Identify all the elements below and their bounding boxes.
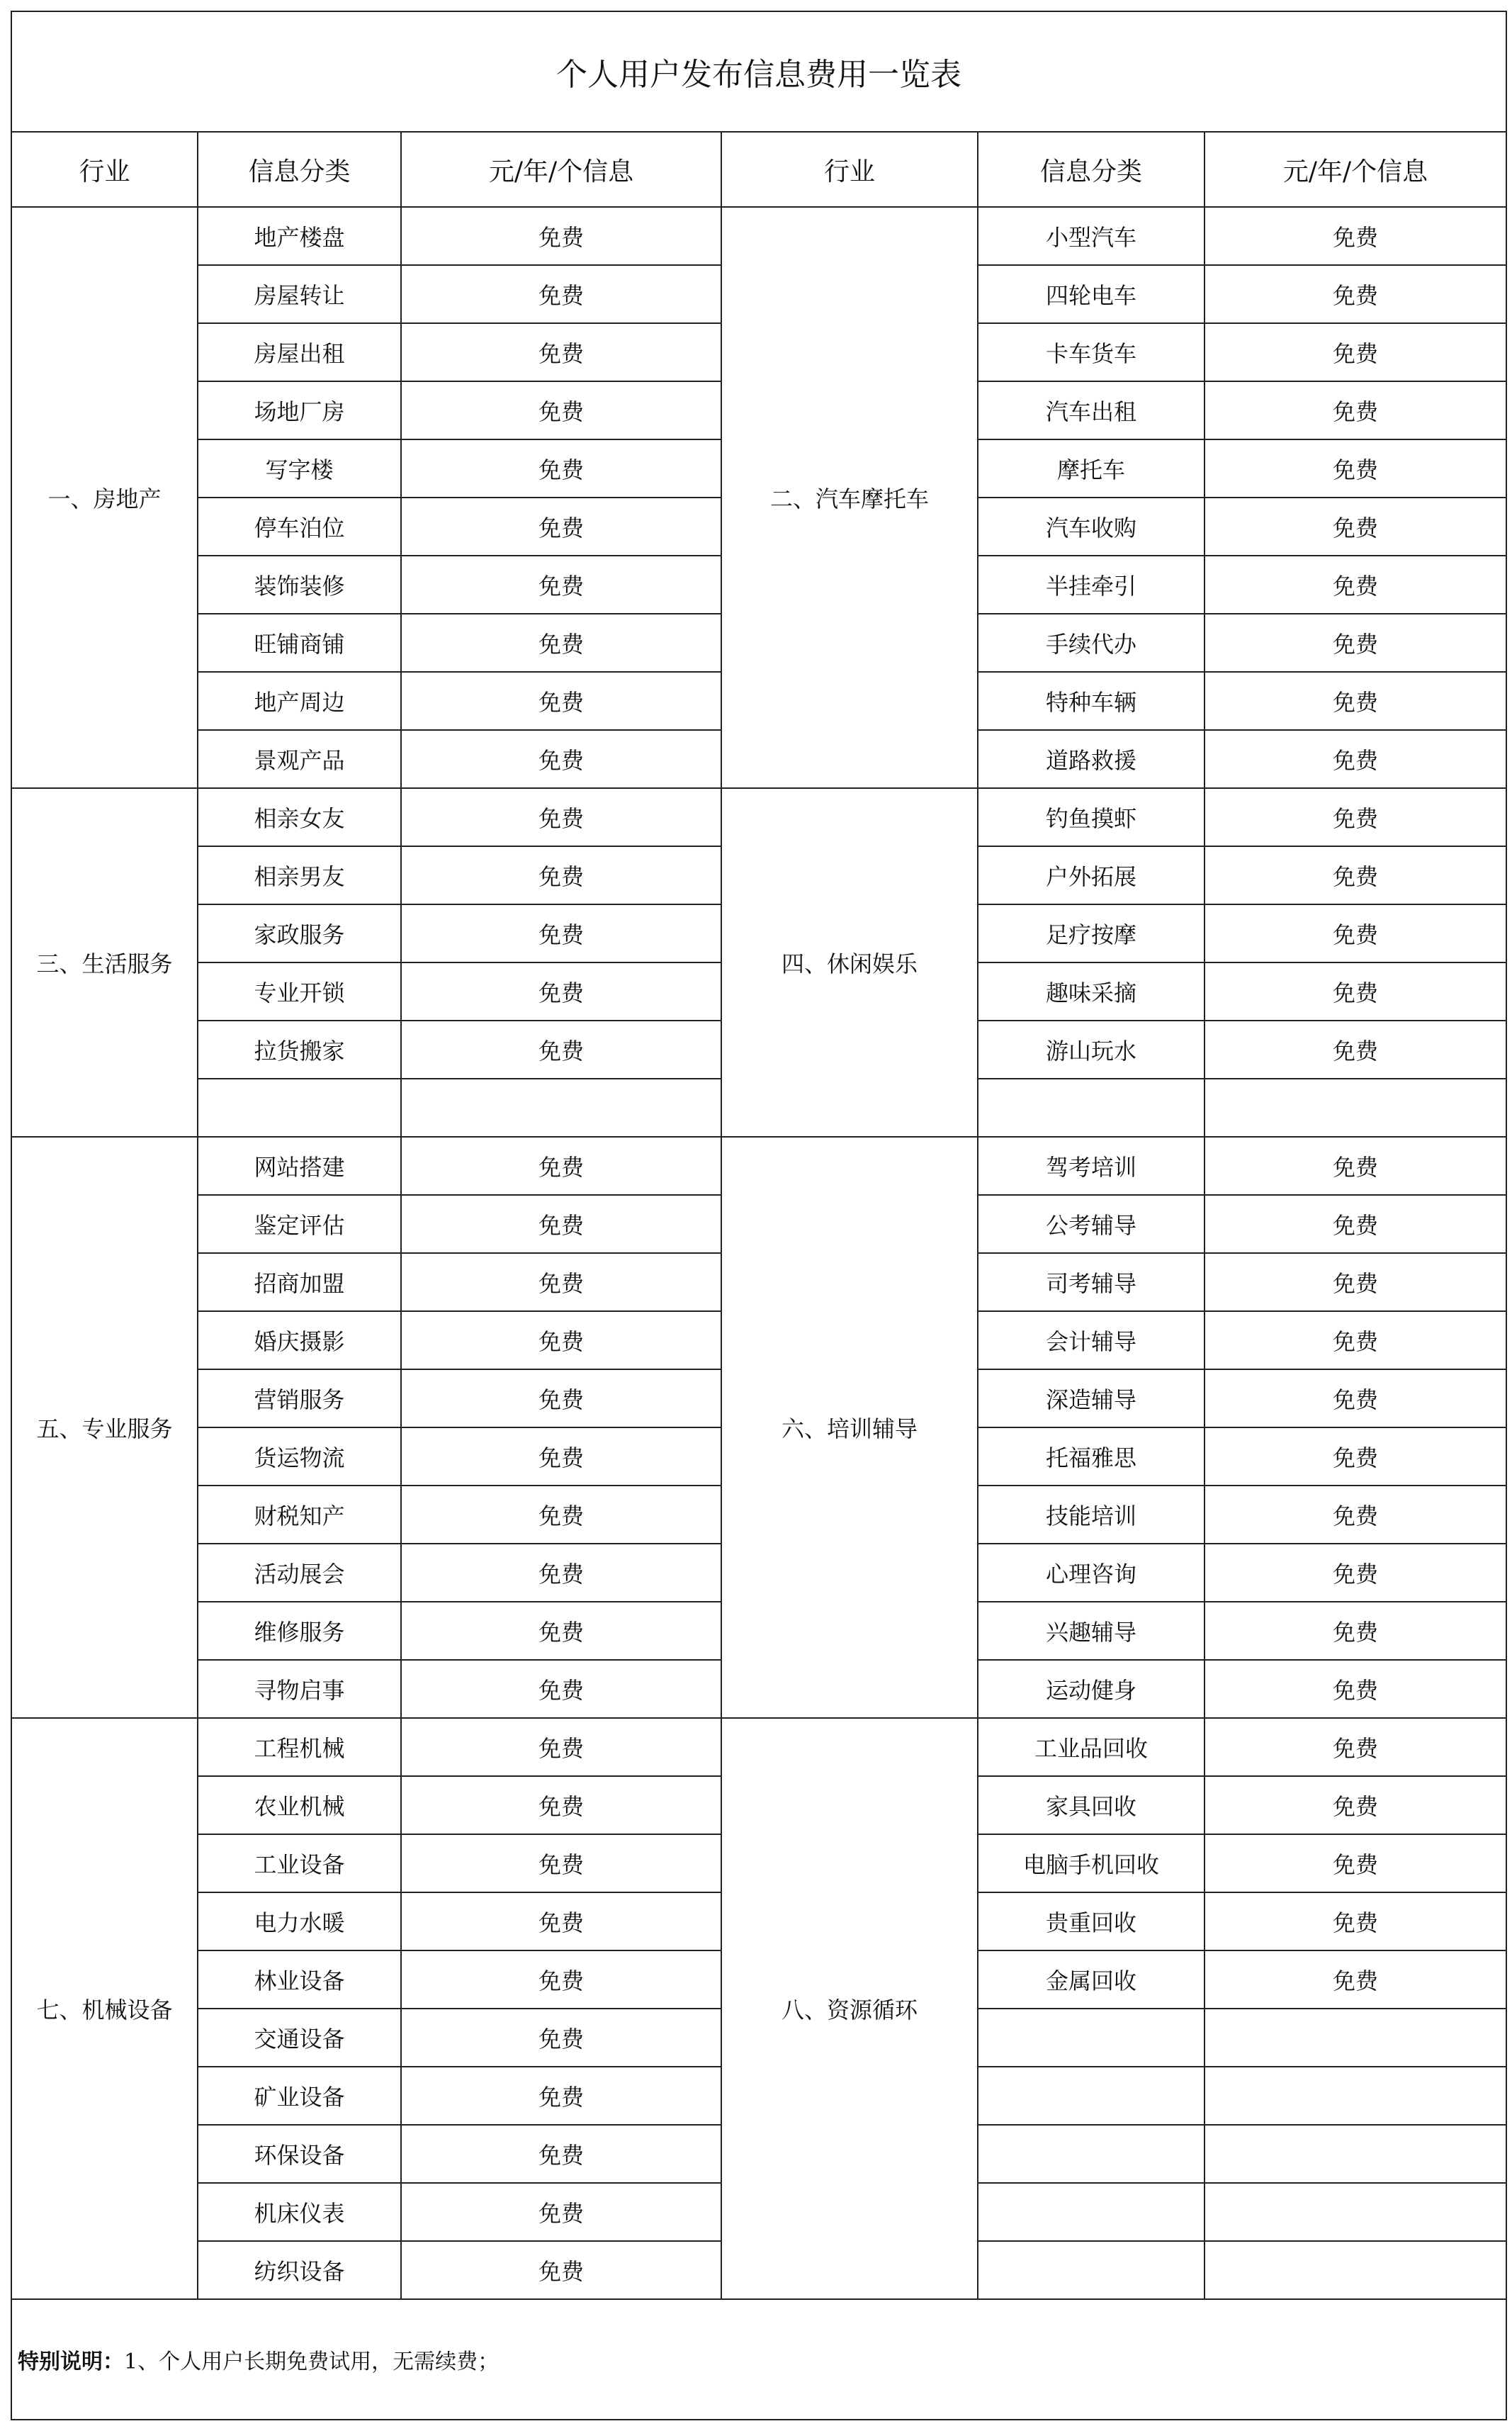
price-cell: 免费 <box>1204 1834 1506 1892</box>
header-price-left: 元/年/个信息 <box>401 132 721 207</box>
header-industry-right: 行业 <box>721 132 978 207</box>
price-cell: 免费 <box>1204 1195 1506 1253</box>
table-row <box>11 1137 1506 1195</box>
category-cell: 电脑手机回收 <box>978 1834 1204 1892</box>
category-cell: 家具回收 <box>978 1776 1204 1834</box>
price-cell: 免费 <box>401 1486 721 1544</box>
header-category-right: 信息分类 <box>978 132 1204 207</box>
table-row <box>11 207 1506 265</box>
category-cell: 运动健身 <box>978 1660 1204 1718</box>
price-cell <box>1204 2009 1506 2067</box>
table-body <box>11 207 1506 2299</box>
category-cell: 拉货搬家 <box>198 1021 401 1079</box>
price-cell: 免费 <box>1204 730 1506 788</box>
category-cell: 公考辅导 <box>978 1195 1204 1253</box>
category-cell: 足疗按摩 <box>978 904 1204 962</box>
price-cell: 免费 <box>401 1776 721 1834</box>
price-cell: 免费 <box>401 323 721 381</box>
category-cell: 驾考培训 <box>978 1137 1204 1195</box>
price-cell: 免费 <box>401 1892 721 1950</box>
price-cell: 免费 <box>401 2009 721 2067</box>
category-cell: 会计辅导 <box>978 1311 1204 1369</box>
price-cell: 免费 <box>1204 1137 1506 1195</box>
category-cell: 游山玩水 <box>978 1021 1204 1079</box>
category-cell: 交通设备 <box>198 2009 401 2067</box>
price-cell: 免费 <box>401 1369 721 1427</box>
category-cell: 活动展会 <box>198 1544 401 1602</box>
price-cell <box>1204 2125 1506 2183</box>
header-category-left: 信息分类 <box>198 132 401 207</box>
price-cell: 免费 <box>401 1137 721 1195</box>
category-cell <box>978 1079 1204 1137</box>
price-cell: 免费 <box>1204 1486 1506 1544</box>
table-row <box>11 788 1506 846</box>
industry-cell: 八、资源循环 <box>721 1718 978 2299</box>
table-title: 个人用户发布信息费用一览表 <box>11 11 1506 132</box>
category-cell: 摩托车 <box>978 439 1204 498</box>
price-cell: 免费 <box>1204 207 1506 265</box>
category-cell: 专业开锁 <box>198 962 401 1021</box>
price-cell: 免费 <box>1204 1311 1506 1369</box>
price-cell <box>1204 2183 1506 2241</box>
category-cell <box>978 2125 1204 2183</box>
price-cell <box>1204 1079 1506 1137</box>
price-cell: 免费 <box>401 439 721 498</box>
price-cell: 免费 <box>1204 614 1506 672</box>
category-cell: 维修服务 <box>198 1602 401 1660</box>
price-cell: 免费 <box>401 1195 721 1253</box>
fee-table <box>11 11 1507 2420</box>
industry-cell: 四、休闲娱乐 <box>721 788 978 1137</box>
price-cell: 免费 <box>1204 381 1506 439</box>
category-cell: 营销服务 <box>198 1369 401 1427</box>
price-cell: 免费 <box>1204 672 1506 730</box>
category-cell: 鉴定评估 <box>198 1195 401 1253</box>
price-cell: 免费 <box>401 1718 721 1776</box>
category-cell: 相亲男友 <box>198 846 401 904</box>
price-cell: 免费 <box>1204 1776 1506 1834</box>
category-cell: 寻物启事 <box>198 1660 401 1718</box>
category-cell: 趣味采摘 <box>978 962 1204 1021</box>
price-cell: 免费 <box>401 1834 721 1892</box>
price-cell <box>1204 2067 1506 2125</box>
price-cell: 免费 <box>401 498 721 556</box>
category-cell: 景观产品 <box>198 730 401 788</box>
category-cell: 特种车辆 <box>978 672 1204 730</box>
category-cell: 电力水暖 <box>198 1892 401 1950</box>
category-cell: 贵重回收 <box>978 1892 1204 1950</box>
category-cell: 招商加盟 <box>198 1253 401 1311</box>
category-cell: 托福雅思 <box>978 1427 1204 1486</box>
category-cell: 深造辅导 <box>978 1369 1204 1427</box>
price-cell: 免费 <box>401 265 721 323</box>
price-cell: 免费 <box>1204 1253 1506 1311</box>
category-cell: 道路救援 <box>978 730 1204 788</box>
price-cell: 免费 <box>1204 556 1506 614</box>
category-cell: 卡车货车 <box>978 323 1204 381</box>
category-cell: 心理咨询 <box>978 1544 1204 1602</box>
category-cell: 地产周边 <box>198 672 401 730</box>
price-cell: 免费 <box>401 1427 721 1486</box>
price-cell: 免费 <box>401 904 721 962</box>
price-cell <box>1204 2241 1506 2299</box>
price-cell: 免费 <box>401 730 721 788</box>
category-cell: 工业设备 <box>198 1834 401 1892</box>
industry-cell: 六、培训辅导 <box>721 1137 978 1718</box>
category-cell: 工业品回收 <box>978 1718 1204 1776</box>
table-row <box>11 1718 1506 1776</box>
category-cell: 装饰装修 <box>198 556 401 614</box>
category-cell: 金属回收 <box>978 1950 1204 2009</box>
category-cell: 网站搭建 <box>198 1137 401 1195</box>
industry-cell: 七、机械设备 <box>11 1718 198 2299</box>
industry-cell: 一、房地产 <box>11 207 198 788</box>
category-cell: 矿业设备 <box>198 2067 401 2125</box>
category-cell: 户外拓展 <box>978 846 1204 904</box>
price-cell: 免费 <box>1204 498 1506 556</box>
category-cell: 司考辅导 <box>978 1253 1204 1311</box>
price-cell: 免费 <box>401 1950 721 2009</box>
price-cell: 免费 <box>401 556 721 614</box>
category-cell: 地产楼盘 <box>198 207 401 265</box>
category-cell: 工程机械 <box>198 1718 401 1776</box>
category-cell: 农业机械 <box>198 1776 401 1834</box>
category-cell <box>978 2067 1204 2125</box>
price-cell: 免费 <box>1204 1427 1506 1486</box>
price-cell: 免费 <box>1204 439 1506 498</box>
category-cell: 技能培训 <box>978 1486 1204 1544</box>
category-cell: 林业设备 <box>198 1950 401 2009</box>
price-cell: 免费 <box>1204 1602 1506 1660</box>
category-cell: 小型汽车 <box>978 207 1204 265</box>
category-cell: 场地厂房 <box>198 381 401 439</box>
price-cell: 免费 <box>1204 788 1506 846</box>
price-cell <box>401 1079 721 1137</box>
price-cell: 免费 <box>1204 265 1506 323</box>
category-cell: 汽车收购 <box>978 498 1204 556</box>
price-cell: 免费 <box>401 1021 721 1079</box>
note-label: 特别说明： <box>18 2349 124 2374</box>
price-cell: 免费 <box>1204 1021 1506 1079</box>
category-cell: 手续代办 <box>978 614 1204 672</box>
price-cell: 免费 <box>401 672 721 730</box>
price-cell: 免费 <box>1204 1892 1506 1950</box>
price-cell: 免费 <box>401 788 721 846</box>
category-cell: 货运物流 <box>198 1427 401 1486</box>
category-cell: 相亲女友 <box>198 788 401 846</box>
price-cell: 免费 <box>1204 962 1506 1021</box>
industry-cell: 五、专业服务 <box>11 1137 198 1718</box>
price-cell: 免费 <box>401 1544 721 1602</box>
price-cell: 免费 <box>401 1602 721 1660</box>
header-industry-left: 行业 <box>11 132 198 207</box>
price-cell: 免费 <box>1204 1660 1506 1718</box>
price-cell: 免费 <box>401 1660 721 1718</box>
fee-sheet <box>11 11 1506 2419</box>
price-cell: 免费 <box>1204 1369 1506 1427</box>
price-cell: 免费 <box>401 2241 721 2299</box>
price-cell: 免费 <box>1204 1544 1506 1602</box>
price-cell: 免费 <box>401 381 721 439</box>
price-cell: 免费 <box>1204 1950 1506 2009</box>
category-cell: 兴趣辅导 <box>978 1602 1204 1660</box>
price-cell: 免费 <box>401 207 721 265</box>
price-cell: 免费 <box>401 2125 721 2183</box>
price-cell: 免费 <box>401 2183 721 2241</box>
category-cell: 半挂牵引 <box>978 556 1204 614</box>
category-cell <box>978 2009 1204 2067</box>
header-price-right: 元/年/个信息 <box>1204 132 1506 207</box>
category-cell: 房屋转让 <box>198 265 401 323</box>
price-cell: 免费 <box>401 846 721 904</box>
note-text: 1、个人用户长期免费试用，无需续费； <box>124 2349 500 2374</box>
category-cell: 钓鱼摸虾 <box>978 788 1204 846</box>
price-cell: 免费 <box>401 962 721 1021</box>
price-cell: 免费 <box>401 614 721 672</box>
price-cell: 免费 <box>1204 904 1506 962</box>
price-cell: 免费 <box>401 2067 721 2125</box>
price-cell: 免费 <box>1204 1718 1506 1776</box>
category-cell <box>978 2241 1204 2299</box>
category-cell: 婚庆摄影 <box>198 1311 401 1369</box>
category-cell: 家政服务 <box>198 904 401 962</box>
category-cell: 写字楼 <box>198 439 401 498</box>
industry-cell: 三、生活服务 <box>11 788 198 1137</box>
category-cell <box>978 2183 1204 2241</box>
category-cell: 四轮电车 <box>978 265 1204 323</box>
category-cell: 旺铺商铺 <box>198 614 401 672</box>
category-cell: 环保设备 <box>198 2125 401 2183</box>
category-cell: 财税知产 <box>198 1486 401 1544</box>
category-cell <box>198 1079 401 1137</box>
category-cell: 机床仪表 <box>198 2183 401 2241</box>
special-note <box>11 2299 1506 2420</box>
category-cell: 房屋出租 <box>198 323 401 381</box>
category-cell: 停车泊位 <box>198 498 401 556</box>
industry-cell: 二、汽车摩托车 <box>721 207 978 788</box>
price-cell: 免费 <box>401 1253 721 1311</box>
price-cell: 免费 <box>1204 323 1506 381</box>
price-cell: 免费 <box>1204 846 1506 904</box>
category-cell: 纺织设备 <box>198 2241 401 2299</box>
category-cell: 汽车出租 <box>978 381 1204 439</box>
price-cell: 免费 <box>401 1311 721 1369</box>
